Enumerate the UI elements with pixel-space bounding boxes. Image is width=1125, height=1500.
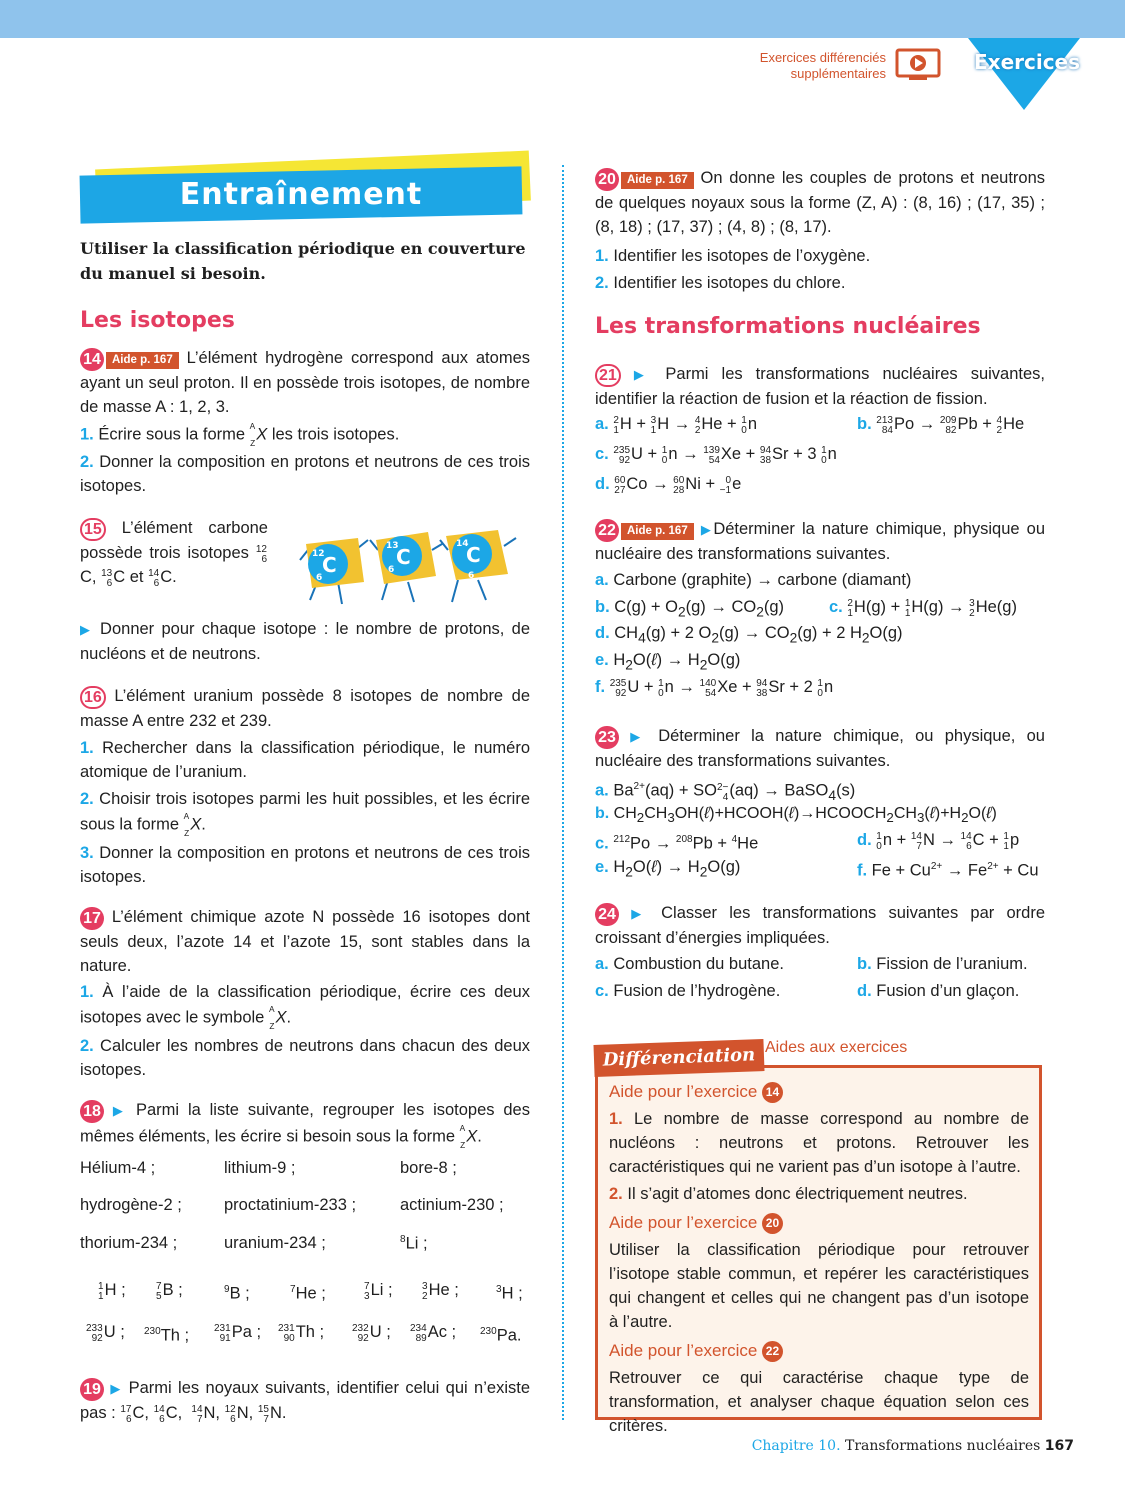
extra-exercises-link[interactable]: Exercices différenciés supplémentaires bbox=[759, 50, 886, 81]
equation-b: b. $C(g) + O_2(g) \to CO_2(g)$ bbox=[595, 598, 785, 620]
svg-text:14: 14 bbox=[456, 539, 469, 549]
exercise-21 bbox=[595, 362, 1045, 411]
equation-c: c. 235 92U + 1 0n → 139 54Xe + 94 38Sr + 3 1 0n bbox=[595, 445, 837, 466]
question-text: Identifier les isotopes du chlore. bbox=[613, 274, 846, 292]
exercise-text: L’élément uranium possède 8 isotopes de nombre de masse A entre 232 et 239. bbox=[80, 687, 531, 730]
exercise-text: Classer les transformations suivantes par ordre croissant d’énergies impliquées. bbox=[595, 904, 1046, 947]
equation-d: d. $CH_4(g) + 2$ $O_2(g) \to CO_2(g) + 2$ $H_2O(g)$ bbox=[595, 624, 903, 646]
arrow-icon: ▶ bbox=[80, 622, 93, 637]
isotope-symbol: $^7$He ; bbox=[290, 1284, 326, 1303]
equation-e: e. $H_2O(\ell) \to H_2O(g)$ bbox=[595, 651, 741, 673]
equation-f: f. $Fe + Cu^{2+} \to Fe^{2+} + Cu$ bbox=[857, 861, 1039, 880]
question-text: les trois isotopes. bbox=[271, 425, 400, 444]
exercise-23-equations bbox=[595, 775, 1045, 885]
exercices-badge: Exercices bbox=[974, 50, 1081, 74]
isotope-symbol: $^9$B ; bbox=[224, 1284, 250, 1303]
isotope-name: lithium-9 ; bbox=[224, 1159, 296, 1177]
exercise-text: Parmi les noyaux suivants, identifier celui qui n’existe pas : bbox=[80, 1379, 530, 1422]
exercise-number: 21 bbox=[595, 364, 621, 387]
exercise-number: 18 bbox=[80, 1100, 104, 1123]
svg-text:6: 6 bbox=[468, 571, 475, 581]
equation-f: f. 235 92U + 1 0n → 140 54Xe + 94 38Sr + 2 1 0n bbox=[595, 678, 834, 699]
exercise-24 bbox=[595, 901, 1045, 950]
isotope-symbol: 231 91Pa ; bbox=[214, 1323, 262, 1344]
equation-d: d. 1 0n + 14 7N → 14 6C + 1 1p bbox=[857, 831, 1020, 852]
exercise-text: L’élément chimique azote N possède 16 isotopes dont seuls deux, l’azote 14 et l’azote 15, sont stables dans la nature. bbox=[80, 908, 530, 975]
exercise-14: 14 Aide p. 167 L’élément hydrogène correspond aux atomes ayant un seul proton. Il en possède trois isotopes, de nombre de masse A : 1, 2, 3. 1. Écrire sous la forme $^A$ $_Z$X les trois isotopes. 2. Donner la composition en protons et neutrons de ces trois isotopes. bbox=[80, 349, 530, 496]
exercise-number: 14 bbox=[80, 348, 104, 371]
equation-c: c. 2 1H(g) + 1 1H(g) → 3 2He(g) bbox=[829, 598, 1017, 619]
exercise-16: 16 L’élément uranium possède 8 isotopes de nombre de masse A entre 232 et 239. 1. Rechercher dans la classification périodique, le numéro atomique de l’uranium. 2. Choisir trois isotopes parmi les huit possibles, et les écrire sous la forme $^A$ $_Z$X. 3. Donner la composition en protons et neutrons de ces trois isotopes. bbox=[80, 687, 531, 887]
svg-text:13: 13 bbox=[386, 541, 399, 551]
exercise-22-equations bbox=[595, 568, 1045, 708]
aide-heading: Aide pour l’exercice bbox=[609, 1082, 758, 1101]
svg-text:C: C bbox=[396, 545, 411, 569]
isotope-symbol: $^{230}$Th ; bbox=[144, 1326, 190, 1345]
page-number: 167 bbox=[1044, 1438, 1074, 1454]
exercise-24-items bbox=[595, 952, 1045, 1008]
item-b: b. Fission de l’uranium. bbox=[857, 955, 1028, 973]
question-text: Rechercher dans la classification périodique, le numéro atomique de l’uranium. bbox=[80, 739, 530, 781]
question-number: 1. bbox=[595, 247, 609, 265]
svg-text:6: 6 bbox=[316, 573, 323, 583]
exercise-17: 17 L’élément chimique azote N possède 16 isotopes dont seuls deux, l’azote 14 et l’azote 15, sont stables dans la nature. 1. À l’aide de la classification périodique, écrire ces deux isotopes avec le symbole $^A$ $_Z$X. 2. Calculer les nombres de neutrons dans chacun des deux isotopes. bbox=[80, 908, 530, 1080]
isotope-symbol: $^8$Li ; bbox=[400, 1234, 428, 1253]
chapter-label: Chapitre 10. bbox=[751, 1438, 841, 1454]
arrow-icon: ▶ bbox=[112, 1103, 128, 1118]
aide-text: Il s’agit d’atomes donc électriquement neutres. bbox=[627, 1185, 968, 1203]
exercise-number: 20 bbox=[595, 168, 619, 191]
svg-text:C: C bbox=[322, 553, 337, 577]
isotope-name: Hélium-4 ; bbox=[80, 1159, 156, 1177]
differenciation-subtitle: Aides aux exercices bbox=[765, 1039, 908, 1056]
isotope-symbol: 234 89Ac ; bbox=[410, 1323, 457, 1344]
exercise-number: 19 bbox=[80, 1378, 104, 1401]
exercise-text: Déterminer la nature chimique, ou physique, ou nucléaire des transformations suivantes. bbox=[595, 727, 1045, 770]
exercise-20 bbox=[595, 166, 1045, 295]
isotope-symbol: 7 3Li ; bbox=[364, 1281, 393, 1302]
item-d: d. Fusion d’un glaçon. bbox=[857, 982, 1020, 1000]
equation-e: e. $H_2O(\ell) \to H_2O(g)$ bbox=[595, 858, 741, 880]
arrow-icon: ▶ bbox=[110, 1381, 123, 1396]
question-number: 2. bbox=[595, 274, 609, 292]
equation-b: b. 213 84Po → 209 82Pb + 4 2He bbox=[857, 415, 1025, 436]
chapter-title: Transformations nucléaires bbox=[845, 1438, 1041, 1454]
equation-a: a. Carbone (graphite) → carbone (diamant) bbox=[595, 571, 912, 589]
question-text: À l’aide de la classification périodique, écrire ces deux isotopes avec le symbole bbox=[80, 983, 530, 1027]
isotope-symbol: $^3$H ; bbox=[496, 1284, 523, 1303]
aide-tag[interactable]: Aide p. 167 bbox=[106, 352, 179, 369]
equation-b: b. $CH_2CH_3OH(\ell)+HCOOH(\ell)\to HCOOCH_2CH_3(\ell)+H_2O(\ell)$ bbox=[595, 805, 997, 826]
isotope-symbol: 1 1H ; bbox=[98, 1281, 126, 1302]
isotope-symbol: 7 5B ; bbox=[156, 1281, 183, 1302]
svg-text:C: C bbox=[466, 543, 481, 567]
conjunction: et bbox=[129, 568, 144, 586]
exercise-text: L’élément hydrogène correspond aux atomes ayant un seul proton. Il en possède trois isotopes, de nombre de masse A : 1, 2, 3. bbox=[80, 349, 530, 416]
isotope-name: thorium-234 ; bbox=[80, 1234, 178, 1252]
exercise-text: L’élément carbone possède trois isotopes bbox=[80, 519, 268, 562]
exercise-number: 24 bbox=[595, 903, 619, 926]
isotope-symbol: 3 2He ; bbox=[422, 1281, 459, 1302]
question-number: 2. bbox=[80, 453, 94, 472]
svg-text:6: 6 bbox=[388, 565, 395, 575]
equation-c: c. $^{212}$Po → $^{208}$Pb + $^4$He bbox=[595, 834, 759, 853]
exercise-18: 18 ▶ Parmi la liste suivante, regrouper les isotopes des mêmes éléments, les écrire si besoin sous la forme $^A$ $_Z$X. bbox=[80, 1101, 530, 1151]
aide-tag[interactable]: Aide p. 167 bbox=[621, 523, 694, 540]
question-text: Choisir trois isotopes parmi les huit possibles, et les écrire sous la forme bbox=[80, 790, 530, 834]
equation-d: d. 60 27Co → 60 28Ni + 0 −1e bbox=[595, 475, 742, 496]
section-isotopes-heading: Les isotopes bbox=[80, 308, 235, 333]
question-number: 1. bbox=[80, 739, 94, 757]
svg-text:12: 12 bbox=[312, 549, 325, 559]
exercise-number: 15 bbox=[80, 518, 106, 541]
isotope-symbol: 233 92U ; bbox=[86, 1323, 125, 1344]
item-a: a. Combustion du butane. bbox=[595, 955, 784, 973]
question-number: 2. bbox=[80, 1037, 94, 1056]
task-text: Donner pour chaque isotope : le nombre de protons, de nucléons et de neutrons. bbox=[80, 620, 531, 663]
isotope-name: bore-8 ; bbox=[400, 1159, 457, 1177]
question-text: Identifier les isotopes de l’oxygène. bbox=[613, 247, 871, 265]
exercise-text: Parmi la liste suivante, regrouper les isotopes des mêmes éléments, les écrire si besoin sous la forme bbox=[80, 1101, 530, 1146]
exercise-text: On donne les couples de protons et neutrons de quelques noyaux sous la forme (Z, A) : (8, 16) ; (17, 35) ; (8, 18) ; (17, 37) ; (4, 8) ; (8, 17). bbox=[595, 169, 1045, 236]
aide-number: 20 bbox=[762, 1213, 783, 1234]
question-text: Donner la composition en protons et neutrons de ces trois isotopes. bbox=[80, 844, 530, 887]
top-bar bbox=[0, 0, 1125, 38]
arrow-icon: ▶ bbox=[631, 906, 649, 921]
intro-note: Utiliser la classification périodique en couverture du manuel si besoin. bbox=[80, 239, 526, 283]
aide-heading: Aide pour l’exercice bbox=[609, 1213, 758, 1232]
differenciation-content: Aide pour l’exercice 14 1. Le nombre de masse correspond au nombre de nucléons : neutrons et protons. Retrouver les caractéristiques qui ne varient pas d’un isotope à l’autre. 2. Il s’agit d’atomes donc électriquement neutres. Aide pour l’exercice 20 Utiliser la classification périodique pour retrouver l’isotope stable commun, et repérer les caractéristiques qui changent et celles qui ne changent pas d’un isotope à l’autre. Aide pour l’exercice 22 Retrouver ce qui caractérise chaque type de transformation, et analyser chaque équation selon ces critères. bbox=[609, 1080, 1029, 1438]
isotope-name: hydrogène-2 ; bbox=[80, 1196, 182, 1214]
section-nuclear-heading: Les transformations nucléaires bbox=[595, 314, 981, 339]
exercise-text: Déterminer la nature chimique, physique ou nucléaire des transformations suivantes. bbox=[595, 520, 1045, 563]
arrow-icon: ▶ bbox=[633, 367, 653, 382]
question-number: 2. bbox=[80, 790, 94, 808]
aide-text: Le nombre de masse correspond au nombre de nucléons : neutrons et protons. Retrouver les caractéristiques qui ne varient pas d’un isotope à l’autre. bbox=[609, 1110, 1029, 1176]
exercise-21-equations bbox=[595, 412, 1045, 502]
question-number: 3. bbox=[80, 844, 94, 863]
exercise-19: 19 ▶ Parmi les noyaux suivants, identifier celui qui n’existe pas : 17 6C, 14 6C, 14 7N, 12 6N, 15 7N. bbox=[80, 1379, 530, 1425]
aide-heading: Aide pour l’exercice bbox=[609, 1341, 758, 1360]
exercise-15-task bbox=[80, 617, 530, 666]
aide-text: Utiliser la classification périodique pour retrouver l’isotope stable commun, et repérer les caractéristiques qui changent et celles qui ne changent pas d’un isotope à l’autre. bbox=[609, 1241, 1029, 1331]
arrow-icon: ▶ bbox=[630, 729, 647, 744]
exercise-22 bbox=[595, 517, 1045, 566]
isotope-symbol: $^{230}$Pa. bbox=[480, 1326, 522, 1345]
arrow-icon: ▶ bbox=[700, 522, 714, 537]
isotope-symbol: 232 92U ; bbox=[352, 1323, 391, 1344]
exercise-15: 15 L’élément carbone possède trois isotopes 12 6C, 13 6C et 14 6C. bbox=[80, 519, 268, 589]
isotope-name: uranium-234 ; bbox=[224, 1234, 326, 1252]
isotope-name: actinium-230 ; bbox=[400, 1196, 504, 1214]
exercices-badge-shape bbox=[968, 38, 1080, 110]
carbon-isotopes-illustration bbox=[298, 510, 534, 610]
differenciation-title: Différenciation bbox=[593, 1039, 764, 1077]
aide-text: Retrouver ce qui caractérise chaque type de transformation, et analyser chaque équation selon ces critères. bbox=[609, 1369, 1029, 1435]
isotope-symbol-list bbox=[84, 1278, 534, 1348]
question-text: Calculer les nombres de neutrons dans chacun des deux isotopes. bbox=[80, 1037, 530, 1080]
isotope-name: proctatinium-233 ; bbox=[224, 1196, 357, 1214]
aide-number: 22 bbox=[762, 1341, 783, 1362]
exercise-text: Parmi les transformations nucléaires suivantes, identifier la réaction de fusion et la réaction de fission. bbox=[595, 365, 1045, 408]
equation-a: a. 2 1H + 3 1H → 4 2He + 1 0n bbox=[595, 415, 758, 436]
exercise-number: 22 bbox=[595, 519, 619, 542]
exercise-number: 23 bbox=[595, 726, 619, 749]
column-divider bbox=[562, 165, 564, 1420]
isotope-symbol: 231 90Th ; bbox=[278, 1323, 325, 1344]
page-title: Entraînement bbox=[179, 177, 423, 212]
exercise-number: 17 bbox=[80, 907, 104, 930]
question-text: Écrire sous la forme bbox=[98, 425, 246, 444]
page-footer bbox=[600, 1438, 1074, 1454]
aide-tag[interactable]: Aide p. 167 bbox=[621, 172, 694, 189]
item-c: c. Fusion de l’hydrogène. bbox=[595, 982, 781, 1000]
question-number: 1. bbox=[80, 425, 94, 444]
exercise-number: 16 bbox=[80, 686, 106, 709]
equation-a: a. $Ba^{2+}(aq) + SO2-$ 4(aq) → BaSO$_4$(s) bbox=[595, 781, 856, 803]
question-number: 1. bbox=[80, 983, 94, 1001]
exercise-23 bbox=[595, 724, 1045, 773]
aide-number: 14 bbox=[762, 1082, 783, 1103]
question-text: Donner la composition en protons et neutrons de ces trois isotopes. bbox=[80, 453, 530, 496]
video-play-icon[interactable] bbox=[895, 48, 941, 82]
